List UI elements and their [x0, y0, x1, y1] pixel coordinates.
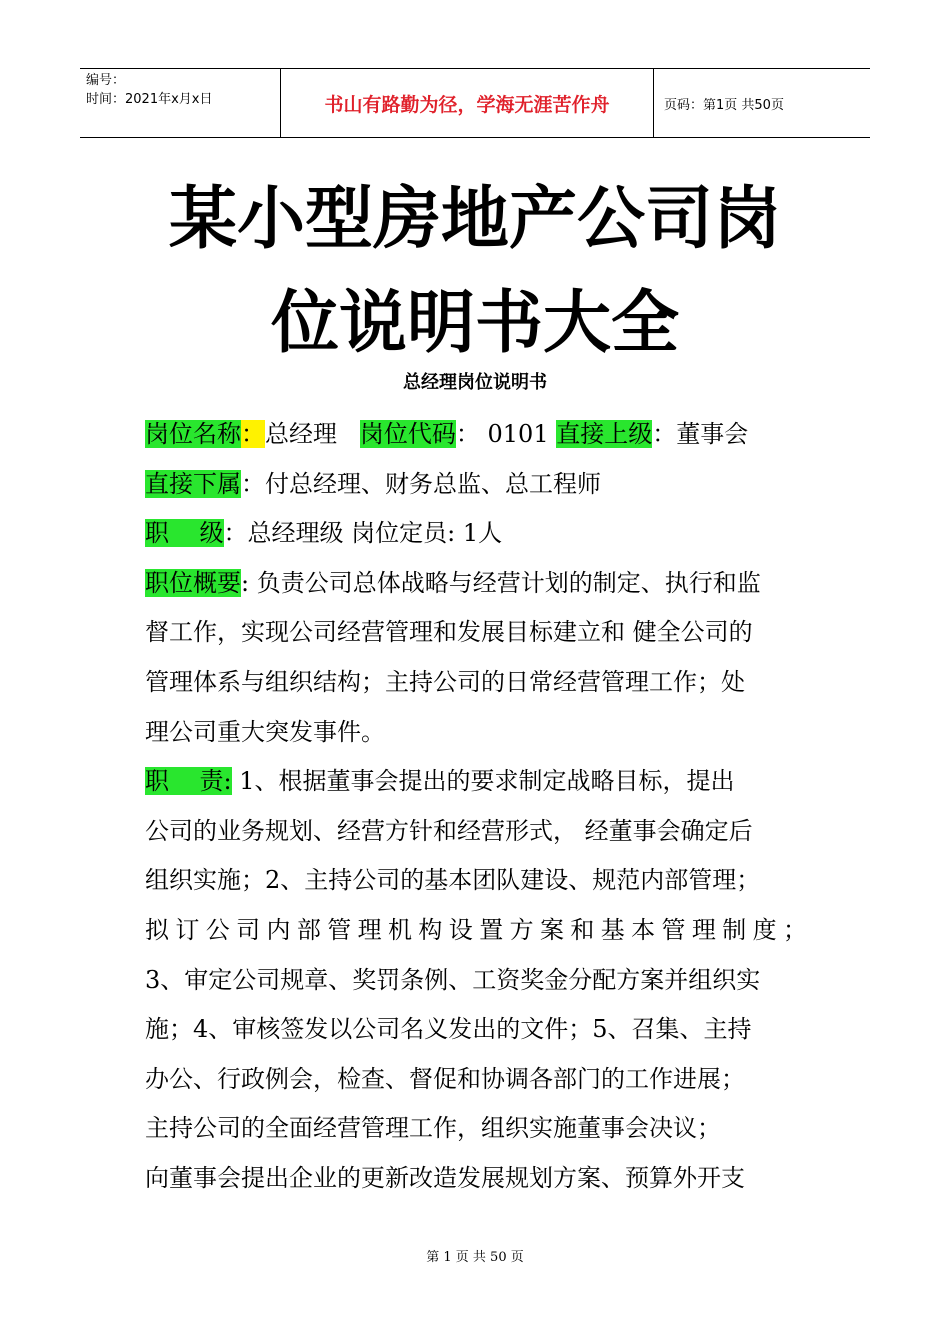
summary-line: 督工作，实现公司经营管理和发展目标建立和 健全公司的 — [145, 618, 753, 647]
header-motto: 书山有路勤为径，学海无涯苦作舟 — [280, 69, 654, 137]
summary-line: 管理体系与组织结构；主持公司的日常经营管理工作；处 — [145, 667, 745, 696]
document-body — [145, 410, 807, 1204]
header-page-info: 页码：第1页 共50页 — [664, 97, 784, 113]
subordinates-value: ：付总经理、财务总监、总工程师 — [241, 469, 601, 498]
duties-line: 主持公司的全面经营管理工作，组织实施董事会决议； — [145, 1114, 721, 1143]
document-number-label: 编号： — [86, 73, 126, 88]
superior-value: ：董事会 — [652, 420, 749, 448]
subordinates-line — [145, 460, 807, 510]
duties-line: 办公、行政例会，检查、督促和协调各部门的工作进展； — [145, 1064, 745, 1093]
duties-text-first: 1、根据董事会提出的要求制定战略目标，提出 — [231, 767, 735, 796]
page-footer: 第 1 页 共 50 页 — [426, 1250, 524, 1265]
summary-label: 职位概要 — [145, 568, 241, 597]
section-subtitle: 总经理岗位说明书 — [403, 372, 547, 393]
summary-text-first: : 负责公司总体战略与经营计划的制定、执行和监 — [241, 568, 761, 597]
duties-line: 拟订公司内部管理机构设置方案和基本管理制度； — [145, 915, 807, 944]
page-header — [80, 68, 870, 138]
summary-line-1 — [145, 559, 807, 609]
duties-line: 向董事会提出企业的更新改造发展规划方案、预算外开支 — [145, 1163, 745, 1192]
post-code-value: ： 0101 — [455, 420, 549, 448]
level-label: 职 级 — [145, 519, 224, 548]
document-date: 时间：2021年x月x日 — [86, 92, 213, 107]
post-info-line — [145, 410, 807, 460]
superior-label: 直接上级 — [556, 420, 653, 448]
post-name-value: 总经理 — [265, 420, 337, 448]
duties-line: 公司的业务规划、经营方针和经营形式， 经董事会确定后 — [145, 816, 753, 845]
post-name-colon: ： — [241, 420, 265, 448]
subordinates-label: 直接下属 — [145, 469, 241, 498]
title-line-1: 某小型房地产公司岗 — [168, 180, 781, 259]
post-code-label: 岗位代码 — [359, 420, 456, 448]
duties-label: 职 责: — [145, 767, 232, 796]
level-line — [145, 509, 807, 559]
post-name-label: 岗位名称 — [145, 420, 241, 448]
document-title — [0, 168, 950, 376]
summary-line: 理公司重大突发事件。 — [145, 717, 385, 746]
title-line-2: 位说明书大全 — [270, 284, 679, 363]
header-meta — [80, 69, 280, 137]
duties-line-1 — [145, 757, 807, 807]
duties-line: 3、审定公司规章、奖罚条例、工资奖金分配方案并组织实 — [145, 965, 761, 994]
duties-line: 组织实施；2、主持公司的基本团队建设、规范内部管理； — [145, 866, 761, 895]
duties-line: 施；4、审核签发以公司名义发出的文件；5、召集、主持 — [145, 1015, 752, 1044]
level-value: ：总经理级 岗位定员: 1人 — [223, 519, 503, 548]
